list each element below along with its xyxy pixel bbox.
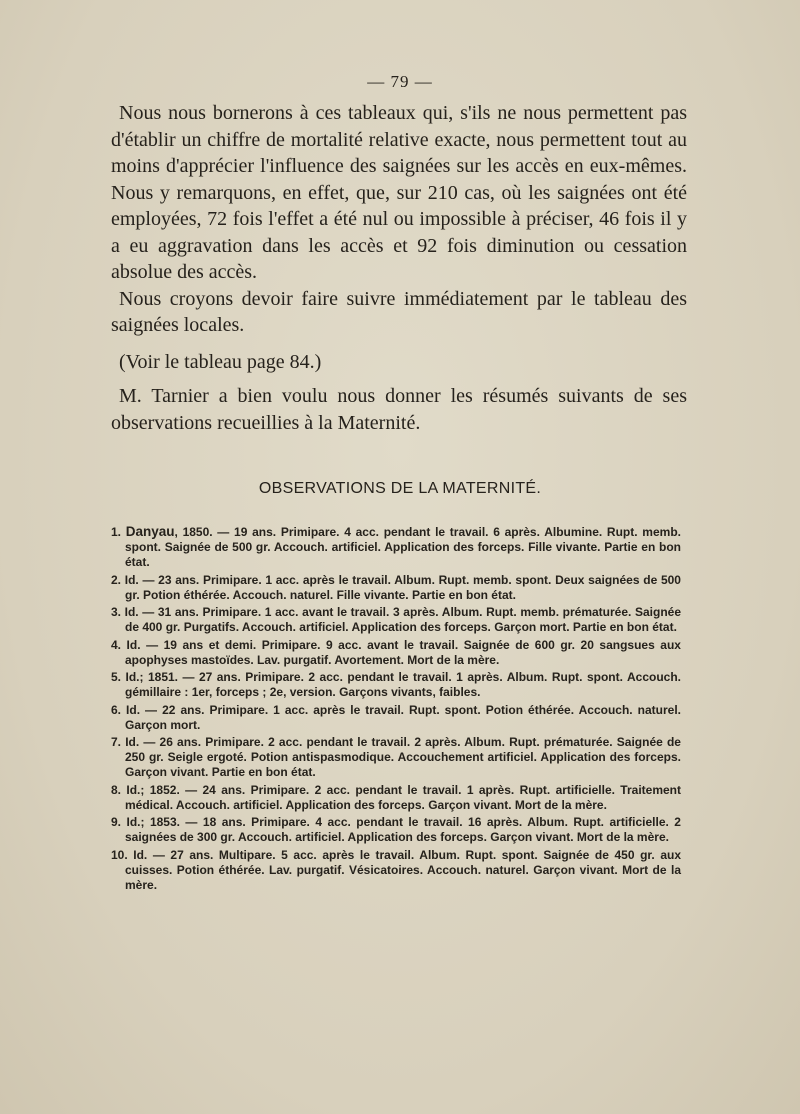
- observation-text: Id.; 1852. — 24 ans. Primipare. 2 acc. pendant le travail. 1 après. Rupt. artificielle. Traitement médical. Accouch. artificiel. Application des forceps. Garçon vivant. Mort de la mère.: [125, 782, 681, 812]
- observation-text: Id. — 19 ans et demi. Primipare. 9 acc. avant le travail. Saignée de 600 gr. 20 sangsues aux apophyses mastoïdes. Lav. purgatif. Avortement. Mort de la mère.: [125, 637, 681, 667]
- observation-number: 7.: [111, 735, 122, 749]
- observation-item: [111, 605, 681, 635]
- observation-item: [111, 703, 681, 733]
- body-text: [111, 100, 687, 436]
- observation-item: [111, 735, 681, 780]
- observation-text: Id.; 1851. — 27 ans. Primipare. 2 acc. pendant le travail. 1 après. Album. Rupt. spont. Accouch. gémillaire : 1er, forceps ; 2e, version. Garçons vivants, faibles.: [125, 670, 681, 699]
- observation-item: [111, 573, 681, 603]
- paragraph-1: Nous nous bornerons à ces tableaux qui, s'ils ne nous permettent pas d'établir un chiffre de mortalité relative exacte, nous permettent tout au moins d'apprécier l'influence des saignées sur les accès en eux-mêmes. Nous y remarquons, en effet, que, sur 210 cas, où les saignées ont été employées, 72 fois l'effet a été nul ou impossible à préciser, 46 fois il y a eu aggravation dans les accès et 92 fois diminution ou cessation absolue des accès.: [111, 102, 687, 283]
- observation-number: 4.: [111, 637, 122, 652]
- observation-item: [111, 638, 681, 668]
- observation-text: , 1850. — 19 ans. Primipare. 4 acc. pendant le travail. 6 après. Albumine. Rupt. memb. spont. Saignée de 500 gr. Accouch. artificiel. Application des forceps. Fille vivante. Partie en bon état.: [125, 525, 681, 569]
- observation-item: [111, 783, 681, 813]
- observer-name: Danyau: [125, 524, 175, 539]
- observation-number: 9.: [111, 815, 122, 829]
- observation-number: 8.: [111, 782, 122, 797]
- observation-number: 1.: [111, 525, 122, 539]
- observation-item: [111, 848, 681, 893]
- observation-text: Id. — 23 ans. Primipare. 1 acc. après le travail. Album. Rupt. memb. spont. Deux saignées de 500 gr. Potion éthérée. Accouch. naturel. Fille vivante. Partie en bon état.: [124, 572, 681, 602]
- observation-number: 5.: [111, 670, 122, 684]
- observation-item: [111, 524, 681, 570]
- paragraph-2: Nous croyons devoir faire suivre immédiatement par le tableau des saignées locales.: [111, 287, 687, 336]
- section-title: OBSERVATIONS DE LA MATERNITÉ.: [258, 480, 542, 497]
- page-number: — 79 —: [367, 72, 433, 91]
- observation-number: 10.: [111, 847, 128, 862]
- observations-list: [111, 524, 681, 895]
- observation-item: [111, 815, 681, 845]
- paragraph-3: M. Tarnier a bien voulu nous donner les résumés suivants de ses observations recueillies à la Maternité.: [111, 385, 687, 434]
- observation-text: Id. — 26 ans. Primipare. 2 acc. pendant le travail. 2 après. Album. Rupt. prématurée. Saignée de 250 gr. Seigle ergoté. Potion antispasmodique. Accouchement artificiel. Application des forceps. Garçon vivant. Partie en bon état.: [125, 735, 681, 779]
- table-reference: (Voir le tableau page 84.): [119, 350, 322, 373]
- observation-item: [111, 670, 681, 700]
- observation-text: Id. — 22 ans. Primipare. 1 acc. après le travail. Rupt. spont. Potion éthérée. Accouch. naturel. Garçon mort.: [125, 702, 682, 732]
- observation-text: Id. — 27 ans. Multipare. 5 acc. après le travail. Album. Rupt. spont. Saignée de 450 gr. aux cuisses. Potion éthérée. Lav. purgatif. Vésicatoires. Accouch. naturel. Garçon vivant. Mort de la mère.: [125, 847, 681, 892]
- observation-text: Id.; 1853. — 18 ans. Primipare. 4 acc. pendant le travail. 16 après. Album. Rupt. artificielle. 2 saignées de 300 gr. Accouch. artificiel. Application des forceps. Garçon vivant. Mort de la mère.: [125, 815, 681, 844]
- observation-number: 2.: [111, 572, 122, 587]
- observation-text: Id. — 31 ans. Primipare. 1 acc. avant le travail. 3 après. Album. Rupt. memb. prématurée. Saignée de 400 gr. Purgatifs. Accouch. artificiel. Application des forceps. Garçon mort. Partie en bon état.: [124, 605, 681, 634]
- observation-number: 3.: [111, 605, 122, 619]
- observation-number: 6.: [111, 702, 122, 717]
